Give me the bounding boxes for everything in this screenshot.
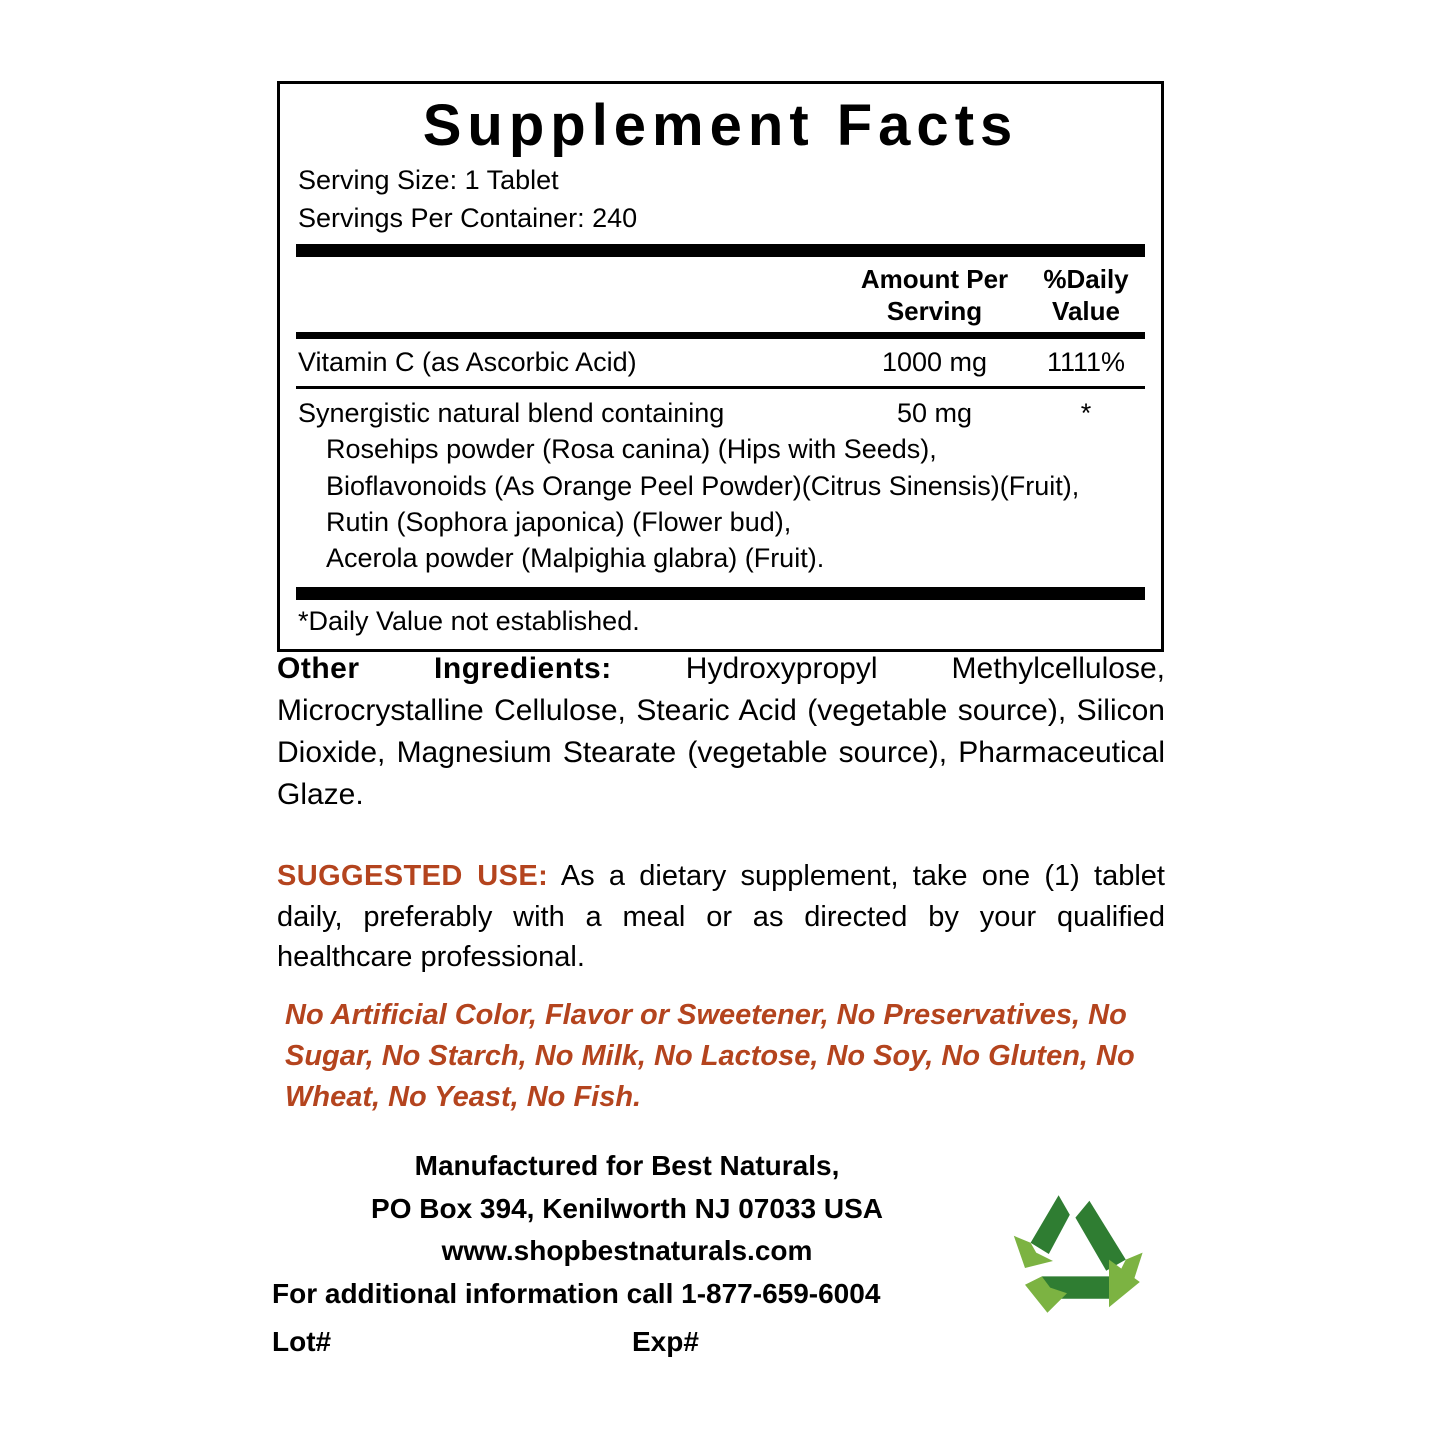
exp-label: Exp# <box>632 1326 699 1358</box>
free-from-claims: No Artificial Color, Flavor or Sweetener, No Preservatives, No Sugar, No Starch, No Milk, No Lactose, No Soy, No Gluten, No Wheat, No Yeast, No Fish. <box>285 999 1135 1114</box>
servings-per-container: Servings Per Container: 240 <box>298 203 638 234</box>
nutrient-amount: 1000 mg <box>881 346 988 377</box>
daily-value-footnote: *Daily Value not established. <box>298 605 640 636</box>
address: PO Box 394, Kenilworth NJ 07033 USA <box>371 1192 883 1224</box>
lot-label: Lot# <box>272 1326 332 1358</box>
header-daily-value <box>1027 263 1145 328</box>
table-header-row <box>296 257 1145 332</box>
nutrient-daily-value: 1111% <box>1046 346 1126 377</box>
other-ingredients <box>277 648 1165 816</box>
suggested-use-label: SUGGESTED USE: <box>277 860 549 892</box>
serving-size: Serving Size: 1 Tablet <box>298 164 559 195</box>
blend-name: Synergistic natural blend containing <box>298 397 725 428</box>
supplement-facts-title: Supplement Facts <box>422 93 1019 158</box>
suggested-use <box>277 856 1165 978</box>
divider-thick-bottom <box>296 587 1145 600</box>
blend-item: Acerola powder (Malpighia glabra) (Fruit). <box>326 543 825 574</box>
header-amount-line2: Serving <box>886 296 983 327</box>
footer <box>272 1145 982 1364</box>
blend-daily-value: * <box>1080 397 1092 428</box>
recycle-icon <box>1006 1184 1156 1324</box>
blend-block <box>296 389 1145 581</box>
header-amount-per-serving <box>842 263 1027 328</box>
divider-thick-top <box>296 244 1145 257</box>
divider-under-header <box>296 332 1145 339</box>
other-ingredients-label: Other Ingredients: <box>277 652 612 685</box>
blend-item: Rutin (Sophora japonica) (Flower bud), <box>326 506 792 537</box>
table-row <box>296 339 1145 386</box>
header-dv-line1: %Daily <box>1043 263 1129 294</box>
suggested-use-text: As a dietary supplement, take one (1) tablet daily, preferably with a meal or as directed by your qualified healthcare professional. <box>277 860 1165 974</box>
blend-amount: 50 mg <box>896 397 973 428</box>
phone-line: For additional information call 1-877-659-6004 <box>272 1277 881 1309</box>
other-ingredients-text: Hydroxypropyl Methylcellulose, Microcrystalline Cellulose, Stearic Acid (vegetable source), Silicon Dioxide, Magnesium Stearate (vegetable source), Pharmaceutical Glaze. <box>277 652 1165 811</box>
blend-item: Bioflavonoids (As Orange Peel Powder)(Citrus Sinensis)(Fruit), <box>326 470 1080 501</box>
supplement-facts-panel <box>277 81 1164 652</box>
manufactured-for: Manufactured for Best Naturals, <box>414 1150 840 1181</box>
header-amount-line1: Amount Per <box>860 263 1009 294</box>
nutrient-name: Vitamin C (as Ascorbic Acid) <box>298 346 637 377</box>
blend-item: Rosehips powder (Rosa canina) (Hips with Seeds), <box>326 434 937 465</box>
website: www.shopbestnaturals.com <box>441 1235 813 1267</box>
lot-exp-row <box>272 1315 982 1364</box>
header-dv-line2: Value <box>1052 296 1120 327</box>
